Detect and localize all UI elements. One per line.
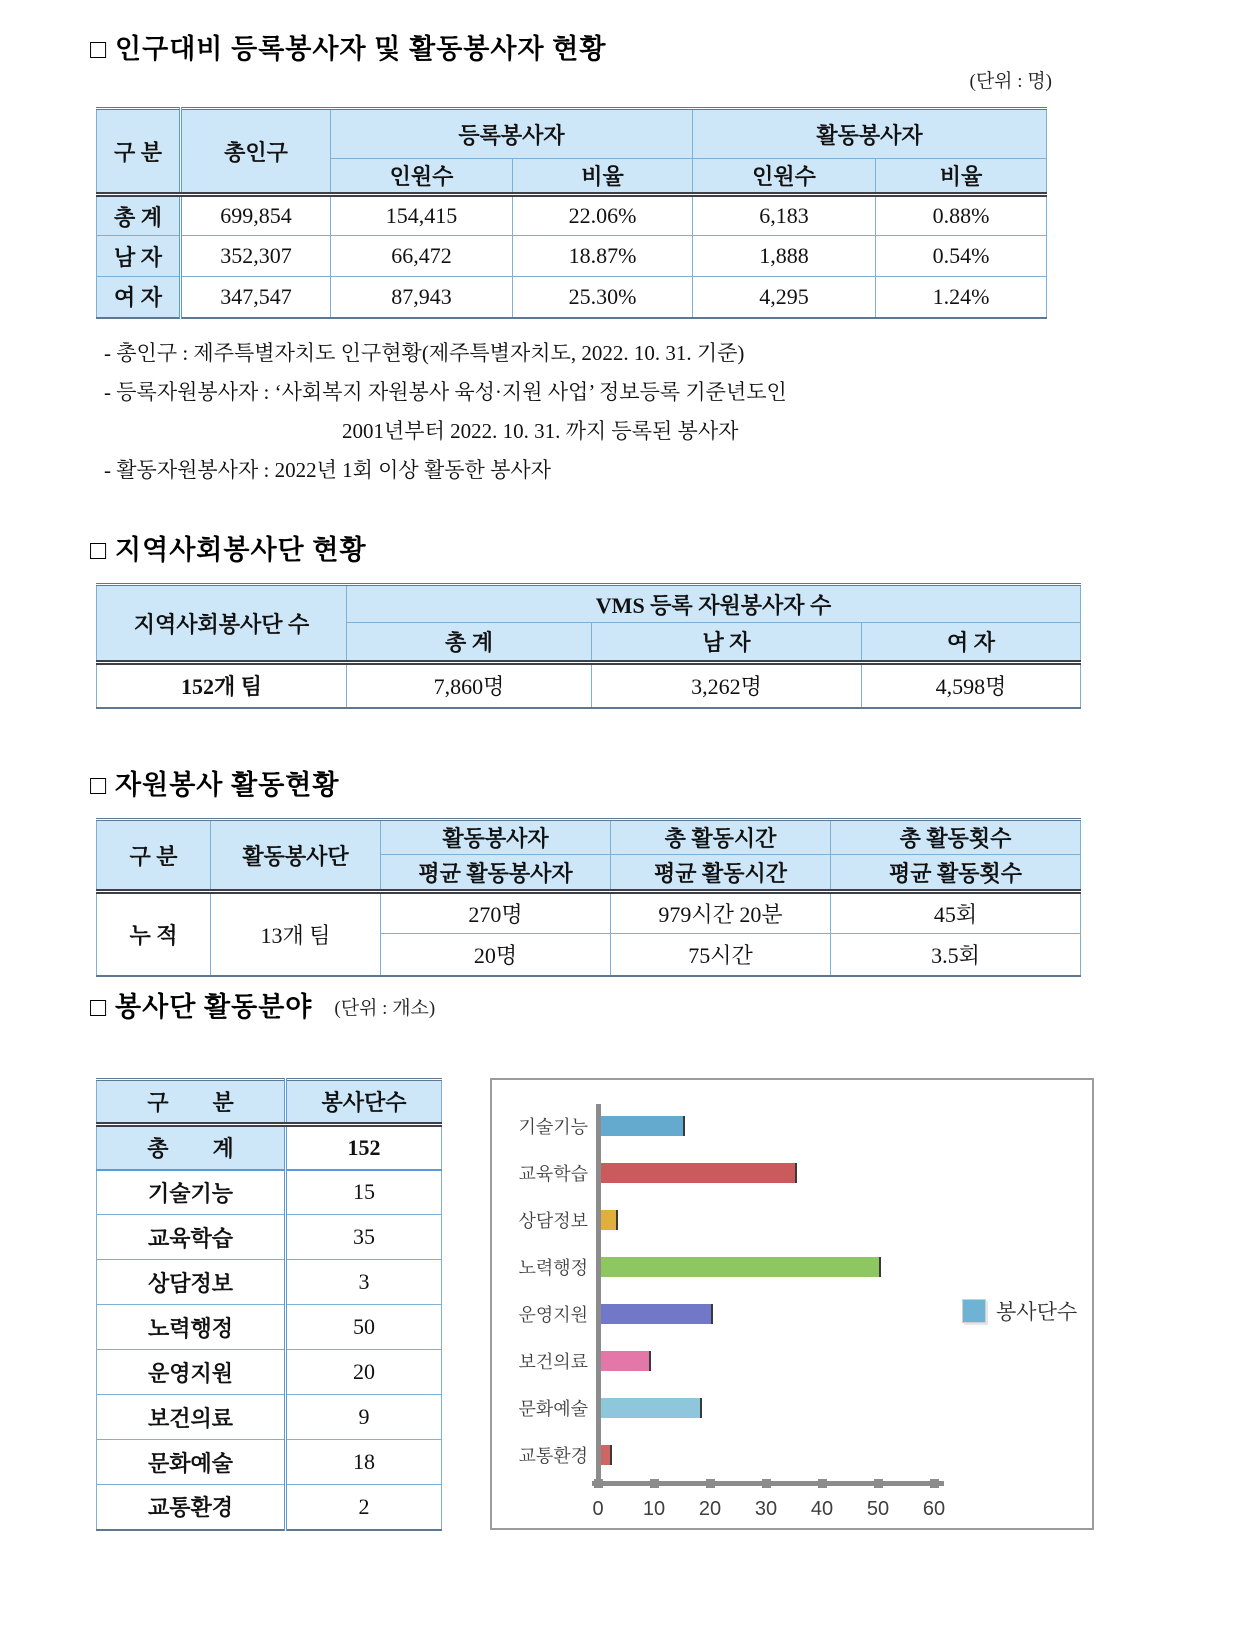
row-label: 교육학습: [97, 1215, 286, 1260]
cell-act-ratio: 0.54%: [876, 236, 1047, 277]
chart-category-label: 보건의료: [518, 1352, 588, 1372]
cell-vms-male: 3,262명: [592, 663, 862, 708]
axis-tick: [818, 1479, 827, 1488]
cell-population: 347,547: [181, 277, 331, 318]
axis-tick-label: 60: [922, 1498, 946, 1520]
row-label: 기술기능: [97, 1170, 286, 1215]
chart-legend: [962, 1296, 1077, 1326]
chart-bar-8: [601, 1445, 612, 1465]
row-label: 문화예술: [97, 1440, 286, 1485]
col-header-group: 구 분: [97, 109, 181, 195]
axis-tick: [930, 1479, 939, 1488]
table-row-category: [97, 1350, 442, 1395]
cell-reg-ratio: 25.30%: [513, 277, 693, 318]
col-header-total: 총 계: [347, 623, 592, 663]
row-label-total: 총 계: [97, 1125, 286, 1170]
footnote-line: - 등록자원봉사자 : ‘사회복지 자원봉사 육성·지원 사업’ 정보등록 기준년도인: [104, 380, 787, 404]
cell-act-count: 1,888: [693, 236, 876, 277]
cell-value: 9: [286, 1395, 442, 1440]
cell-value: 3: [286, 1260, 442, 1305]
cell-hours-avg: 75시간: [611, 934, 831, 976]
cell-value: 35: [286, 1215, 442, 1260]
chart-bar-5: [601, 1304, 713, 1324]
table-row-category: [97, 1440, 442, 1485]
axis-tick: [594, 1479, 603, 1488]
cell-team-count: 152개 팀: [97, 663, 347, 708]
table-row-category: [97, 1215, 442, 1260]
row-label: 보건의료: [97, 1395, 286, 1440]
cell-population: 699,854: [181, 195, 331, 236]
cell-act-ratio: 0.88%: [876, 195, 1047, 236]
axis-tick: [874, 1479, 883, 1488]
cell-volunteers-avg: 20명: [381, 934, 611, 976]
cell-reg-count: 154,415: [331, 195, 513, 236]
col-group-active: 활동봉사자: [693, 109, 1047, 159]
row-label: 운영지원: [97, 1350, 286, 1395]
chart-bar-4: [601, 1257, 881, 1277]
table-row-category: [97, 1395, 442, 1440]
col-header-reg-ratio: 비율: [513, 159, 693, 195]
col-header-population: 총인구: [181, 109, 331, 195]
axis-tick-label: 40: [810, 1498, 834, 1520]
chart-category-label: 교육학습: [518, 1164, 588, 1184]
chart-category-label: 교통환경: [518, 1446, 588, 1466]
col-header-female: 여 자: [862, 623, 1081, 663]
row-label: 상담정보: [97, 1260, 286, 1305]
axis-tick-label: 20: [698, 1498, 722, 1520]
col-header-volunteers-avg: 평균 활동봉사자: [381, 855, 611, 892]
table-row-category: [97, 1305, 442, 1350]
row-label-cumulative: 누 적: [97, 892, 211, 976]
section1-unit-note: (단위 : 명): [969, 71, 1052, 92]
section3-title: □ 자원봉사 활동현황: [90, 770, 340, 800]
chart-category-label: 상담정보: [518, 1211, 588, 1231]
table-row-male: [97, 236, 1047, 277]
chart-y-axis: [596, 1104, 601, 1486]
chart-bar-2: [601, 1163, 797, 1183]
axis-tick-label: 30: [754, 1498, 778, 1520]
chart-bar-3: [601, 1210, 618, 1230]
axis-tick: [762, 1479, 771, 1488]
table-row-category: [97, 1485, 442, 1530]
table-row-total: [97, 195, 1047, 236]
cell-act-count: 4,295: [693, 277, 876, 318]
cell-reg-count: 87,943: [331, 277, 513, 318]
cell-reg-ratio: 22.06%: [513, 195, 693, 236]
footnotes: [104, 334, 1104, 490]
table-row-category: [97, 1260, 442, 1305]
footnote-line: 2001년부터 2022. 10. 31. 까지 등록된 봉사자: [342, 419, 739, 443]
chart-category-label: 기술기능: [518, 1117, 588, 1137]
table-row-female: [97, 277, 1047, 318]
col-header-team: 활동봉사단: [211, 820, 381, 892]
chart-category-label: 문화예술: [518, 1399, 588, 1419]
cell-vms-female: 4,598명: [862, 663, 1081, 708]
section4-title: [90, 985, 435, 1024]
cell-reg-count: 66,472: [331, 236, 513, 277]
cell-value: 15: [286, 1170, 442, 1215]
col-header-act-count: 인원수: [693, 159, 876, 195]
footnote-line: - 활동자원봉사자 : 2022년 1회 이상 활동한 봉사자: [104, 458, 551, 482]
row-label: 노력행정: [97, 1305, 286, 1350]
activity-status-table: [96, 818, 1081, 977]
row-label: 여 자: [97, 277, 181, 318]
population-volunteer-table: [96, 107, 1047, 319]
volunteer-field-bar-chart: [490, 1078, 1094, 1530]
cell-vms-total: 7,860명: [347, 663, 592, 708]
cell-population: 352,307: [181, 236, 331, 277]
row-label: 교통환경: [97, 1485, 286, 1530]
chart-category-label: 노력행정: [518, 1258, 588, 1278]
section1-title: □ 인구대비 등록봉사자 및 활동봉사자 현황: [90, 34, 607, 64]
col-header-hours: 총 활동시간: [611, 820, 831, 855]
table-row-cumulative-1: [97, 892, 1081, 934]
row-label: 총 계: [97, 195, 181, 236]
table-row-total: [97, 1125, 442, 1170]
cell-act-count: 6,183: [693, 195, 876, 236]
cell-value: 2: [286, 1485, 442, 1530]
cell-team: 13개 팀: [211, 892, 381, 976]
axis-tick: [706, 1479, 715, 1488]
col-header-group: 구 분: [97, 1080, 286, 1125]
axis-tick-label: 50: [866, 1498, 890, 1520]
activity-field-table: [96, 1078, 442, 1531]
cell-act-ratio: 1.24%: [876, 277, 1047, 318]
row-label: 남 자: [97, 236, 181, 277]
col-header-team-count: 봉사단수: [286, 1080, 442, 1125]
col-header-group: 구 분: [97, 820, 211, 892]
col-header-count: 총 활동횟수: [831, 820, 1081, 855]
col-header-volunteers: 활동봉사자: [381, 820, 611, 855]
footnote-line: - 총인구 : 제주특별자치도 인구현황(제주특별자치도, 2022. 10. 31. 기준): [104, 341, 745, 365]
cell-value: 50: [286, 1305, 442, 1350]
col-header-count-avg: 평균 활동횟수: [831, 855, 1081, 892]
chart-bar-1: [601, 1116, 685, 1136]
cell-reg-ratio: 18.87%: [513, 236, 693, 277]
col-header-act-ratio: 비율: [876, 159, 1047, 195]
cell-total-value: 152: [286, 1125, 442, 1170]
axis-tick-label: 10: [642, 1498, 666, 1520]
cell-volunteers: 270명: [381, 892, 611, 934]
chart-bar-7: [601, 1398, 702, 1418]
col-group-vms: VMS 등록 자원봉사자 수: [347, 585, 1081, 623]
section4-unit-note: (단위 : 개소): [334, 998, 436, 1019]
cell-value: 20: [286, 1350, 442, 1395]
section2-title: □ 지역사회봉사단 현황: [90, 535, 367, 565]
table-row-teams: [97, 663, 1081, 708]
col-header-male: 남 자: [592, 623, 862, 663]
chart-category-label: 운영지원: [518, 1305, 588, 1325]
axis-tick: [650, 1479, 659, 1488]
table-row-category: [97, 1170, 442, 1215]
col-header-reg-count: 인원수: [331, 159, 513, 195]
cell-value: 18: [286, 1440, 442, 1485]
community-team-table: [96, 583, 1081, 709]
cell-hours: 979시간 20분: [611, 892, 831, 934]
legend-label: 봉사단수: [996, 1300, 1078, 1324]
cell-count: 45회: [831, 892, 1081, 934]
cell-count-avg: 3.5회: [831, 934, 1081, 976]
col-header-hours-avg: 평균 활동시간: [611, 855, 831, 892]
legend-swatch-icon: [962, 1299, 986, 1323]
section4-title-text: □ 봉사단 활동분야: [90, 992, 313, 1022]
chart-bar-6: [601, 1351, 651, 1371]
col-header-team-count: 지역사회봉사단 수: [97, 585, 347, 663]
axis-tick-label: 0: [592, 1498, 604, 1520]
col-group-registered: 등록봉사자: [331, 109, 693, 159]
